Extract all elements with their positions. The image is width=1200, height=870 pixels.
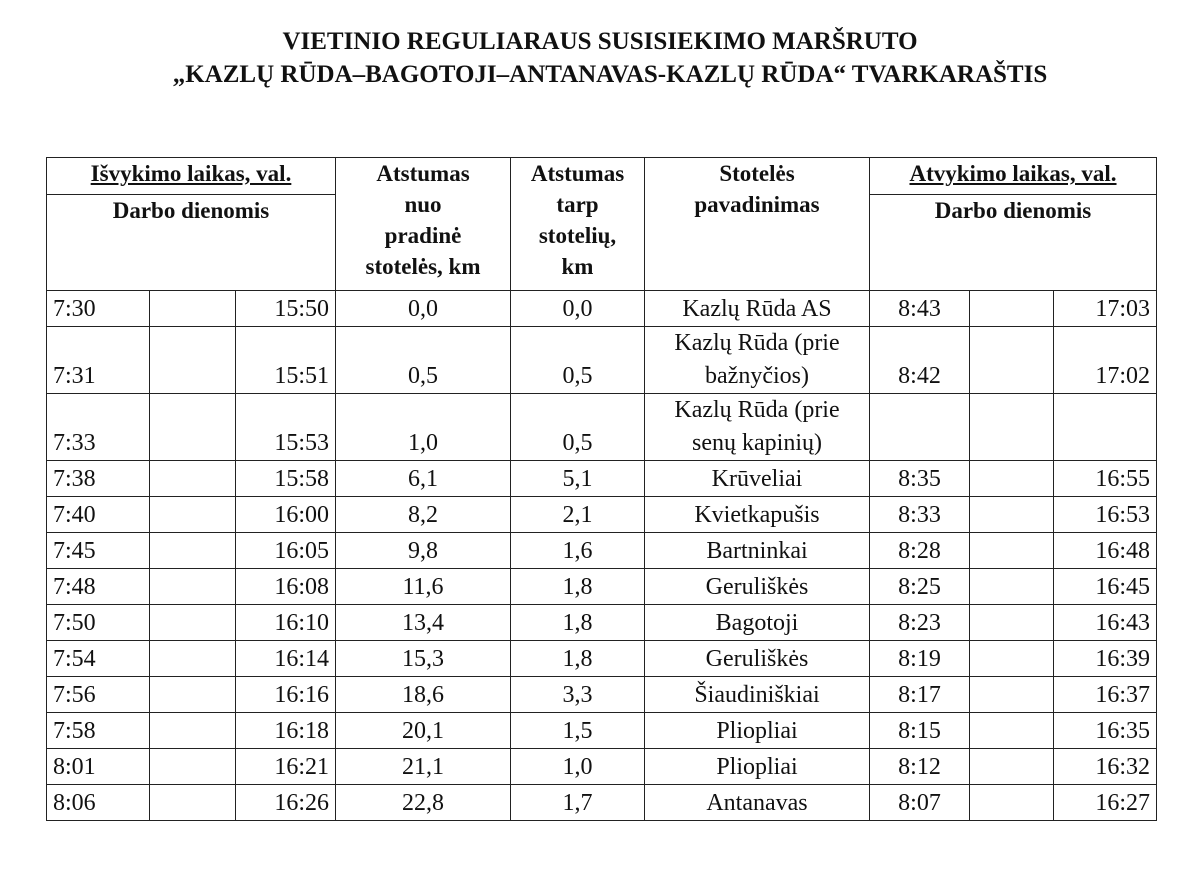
departure-time-cell: 16:16 bbox=[236, 677, 336, 713]
distance-from-start-cell: 15,3 bbox=[336, 641, 511, 677]
header-line: pradinė bbox=[384, 223, 462, 248]
distance-between-cell: 0,0 bbox=[511, 291, 645, 327]
departure-time-cell: 16:00 bbox=[236, 497, 336, 533]
departure-time-cell: 8:01 bbox=[47, 749, 150, 785]
title-line-2: „KAZLŲ RŪDA–BAGOTOJI–ANTANAVAS-KAZLŲ RŪDA“ TVARKARAŠTIS bbox=[172, 61, 1048, 88]
arrival-time-cell: 17:03 bbox=[1054, 291, 1157, 327]
stop-name-cell bbox=[645, 394, 870, 461]
departure-time-cell: 16:08 bbox=[236, 569, 336, 605]
stop-name-line: Krūveliai bbox=[711, 466, 803, 492]
arrival-time-cell: 8:25 bbox=[870, 569, 970, 605]
header-line: stotelės, km bbox=[365, 254, 481, 279]
arrival-time-cell: 16:35 bbox=[1054, 713, 1157, 749]
arrival-empty-cell bbox=[970, 605, 1054, 641]
departure-time-cell: 15:51 bbox=[236, 327, 336, 394]
arrival-time-cell: 16:39 bbox=[1054, 641, 1157, 677]
departure-time-cell: 15:50 bbox=[236, 291, 336, 327]
arrival-time-cell: 8:07 bbox=[870, 785, 970, 821]
arrival-time-cell bbox=[870, 394, 970, 461]
stop-name-cell bbox=[645, 641, 870, 677]
header-line: Stotelės bbox=[719, 161, 795, 186]
arrival-empty-cell bbox=[970, 394, 1054, 461]
arrival-empty-cell bbox=[970, 785, 1054, 821]
distance-from-start-cell: 18,6 bbox=[336, 677, 511, 713]
departure-time-cell: 7:45 bbox=[47, 533, 150, 569]
arrival-time-cell bbox=[1054, 394, 1157, 461]
departure-empty-cell bbox=[150, 641, 236, 677]
departure-time-cell: 7:48 bbox=[47, 569, 150, 605]
stop-name-line: bažnyčios) bbox=[705, 363, 809, 389]
header-line: Atstumas bbox=[376, 161, 470, 186]
arrival-empty-cell bbox=[970, 569, 1054, 605]
departure-empty-cell bbox=[150, 461, 236, 497]
departure-empty-cell bbox=[150, 291, 236, 327]
distance-between-cell: 0,5 bbox=[511, 327, 645, 394]
arrival-time-cell: 8:33 bbox=[870, 497, 970, 533]
arrival-time-cell: 16:37 bbox=[1054, 677, 1157, 713]
arrival-time-cell: 8:23 bbox=[870, 605, 970, 641]
distance-from-start-cell: 8,2 bbox=[336, 497, 511, 533]
stop-name-line: Kazlų Rūda (prie bbox=[674, 330, 840, 356]
departure-time-cell: 16:18 bbox=[236, 713, 336, 749]
departure-time-cell: 7:50 bbox=[47, 605, 150, 641]
arrival-time-cell: 8:17 bbox=[870, 677, 970, 713]
arrival-time-cell: 8:12 bbox=[870, 749, 970, 785]
table-row bbox=[47, 461, 1157, 497]
arrival-time-cell: 17:02 bbox=[1054, 327, 1157, 394]
stop-name-cell bbox=[645, 713, 870, 749]
arrival-time-cell: 8:28 bbox=[870, 533, 970, 569]
arrival-empty-cell bbox=[970, 641, 1054, 677]
distance-between-cell: 1,7 bbox=[511, 785, 645, 821]
header-line: tarp bbox=[556, 192, 599, 217]
distance-from-start-cell: 11,6 bbox=[336, 569, 511, 605]
stop-name-line: Geruliškės bbox=[705, 574, 809, 600]
table-row bbox=[47, 291, 1157, 327]
header-line: Atstumas bbox=[530, 161, 625, 186]
stop-name-cell bbox=[645, 785, 870, 821]
table-row bbox=[47, 641, 1157, 677]
distance-between-cell: 1,8 bbox=[511, 641, 645, 677]
departure-time-cell: 7:33 bbox=[47, 394, 150, 461]
stop-name-cell bbox=[645, 677, 870, 713]
timetable bbox=[46, 157, 1157, 821]
arrival-time-cell: 8:15 bbox=[870, 713, 970, 749]
distance-between-cell: 0,5 bbox=[511, 394, 645, 461]
arrival-workdays-header: Darbo dienomis bbox=[870, 195, 1157, 291]
arrival-time-cell: 8:43 bbox=[870, 291, 970, 327]
stop-name-line: Bagotoji bbox=[715, 610, 799, 636]
arrival-empty-cell bbox=[970, 749, 1054, 785]
table-row bbox=[47, 569, 1157, 605]
stop-name-cell bbox=[645, 605, 870, 641]
stop-name-line: Kazlų Rūda AS bbox=[682, 296, 832, 322]
stop-name-line: Kazlų Rūda (prie bbox=[674, 397, 840, 423]
departure-time-cell: 7:38 bbox=[47, 461, 150, 497]
arrival-time-cell: 16:45 bbox=[1054, 569, 1157, 605]
stop-name-cell bbox=[645, 461, 870, 497]
departure-time-cell: 16:26 bbox=[236, 785, 336, 821]
stop-name-header bbox=[645, 158, 870, 291]
arrival-time-cell: 16:53 bbox=[1054, 497, 1157, 533]
stop-name-line: Pliopliai bbox=[716, 754, 798, 780]
departure-time-cell: 15:53 bbox=[236, 394, 336, 461]
stop-name-cell bbox=[645, 533, 870, 569]
departure-empty-cell bbox=[150, 749, 236, 785]
table-row bbox=[47, 327, 1157, 394]
arrival-header: Atvykimo laikas, val. bbox=[870, 158, 1157, 195]
distance-from-start-header bbox=[336, 158, 511, 291]
table-row bbox=[47, 749, 1157, 785]
distance-between-cell: 3,3 bbox=[511, 677, 645, 713]
departure-time-cell: 15:58 bbox=[236, 461, 336, 497]
distance-from-start-cell: 1,0 bbox=[336, 394, 511, 461]
departure-empty-cell bbox=[150, 533, 236, 569]
stop-name-line: Antanavas bbox=[706, 790, 808, 816]
arrival-time-cell: 8:35 bbox=[870, 461, 970, 497]
arrival-empty-cell bbox=[970, 677, 1054, 713]
distance-between-cell: 5,1 bbox=[511, 461, 645, 497]
distance-from-start-cell: 6,1 bbox=[336, 461, 511, 497]
distance-from-start-cell: 21,1 bbox=[336, 749, 511, 785]
departure-empty-cell bbox=[150, 713, 236, 749]
title-line-1: VIETINIO REGULIARAUS SUSISIEKIMO MARŠRUTO bbox=[282, 28, 918, 55]
departure-empty-cell bbox=[150, 569, 236, 605]
distance-between-header bbox=[511, 158, 645, 291]
departure-time-cell: 7:58 bbox=[47, 713, 150, 749]
departure-time-cell: 16:14 bbox=[236, 641, 336, 677]
departure-header: Išvykimo laikas, val. bbox=[47, 158, 336, 195]
stop-name-line: Šiaudiniškiai bbox=[694, 682, 820, 708]
table-row bbox=[47, 533, 1157, 569]
distance-between-cell: 2,1 bbox=[511, 497, 645, 533]
arrival-time-cell: 16:48 bbox=[1054, 533, 1157, 569]
arrival-time-cell: 16:32 bbox=[1054, 749, 1157, 785]
departure-time-cell: 7:30 bbox=[47, 291, 150, 327]
departure-empty-cell bbox=[150, 497, 236, 533]
arrival-time-cell: 16:55 bbox=[1054, 461, 1157, 497]
distance-between-cell: 1,8 bbox=[511, 569, 645, 605]
stop-name-line: senų kapinių) bbox=[692, 430, 822, 456]
arrival-empty-cell bbox=[970, 461, 1054, 497]
distance-from-start-cell: 20,1 bbox=[336, 713, 511, 749]
stop-name-line: Bartninkai bbox=[706, 538, 808, 564]
table-row bbox=[47, 713, 1157, 749]
departure-time-cell: 7:40 bbox=[47, 497, 150, 533]
stop-name-line: Kvietkapušis bbox=[694, 502, 820, 528]
header-line: stotelių, bbox=[538, 223, 617, 248]
arrival-time-cell: 16:43 bbox=[1054, 605, 1157, 641]
departure-time-cell: 7:54 bbox=[47, 641, 150, 677]
stop-name-line: Pliopliai bbox=[716, 718, 798, 744]
distance-from-start-cell: 13,4 bbox=[336, 605, 511, 641]
distance-between-cell: 1,6 bbox=[511, 533, 645, 569]
arrival-empty-cell bbox=[970, 533, 1054, 569]
stop-name-cell bbox=[645, 327, 870, 394]
stop-name-cell bbox=[645, 569, 870, 605]
stop-name-cell bbox=[645, 291, 870, 327]
departure-empty-cell bbox=[150, 785, 236, 821]
table-row bbox=[47, 605, 1157, 641]
header-line: pavadinimas bbox=[694, 192, 820, 217]
departure-empty-cell bbox=[150, 394, 236, 461]
arrival-empty-cell bbox=[970, 327, 1054, 394]
distance-from-start-cell: 0,0 bbox=[336, 291, 511, 327]
distance-between-cell: 1,5 bbox=[511, 713, 645, 749]
table-row bbox=[47, 394, 1157, 461]
arrival-empty-cell bbox=[970, 291, 1054, 327]
table-row bbox=[47, 497, 1157, 533]
timetable-body bbox=[47, 291, 1157, 821]
departure-time-cell: 16:21 bbox=[236, 749, 336, 785]
arrival-time-cell: 16:27 bbox=[1054, 785, 1157, 821]
distance-between-cell: 1,0 bbox=[511, 749, 645, 785]
departure-time-cell: 7:56 bbox=[47, 677, 150, 713]
distance-from-start-cell: 0,5 bbox=[336, 327, 511, 394]
arrival-time-cell: 8:19 bbox=[870, 641, 970, 677]
departure-time-cell: 16:05 bbox=[236, 533, 336, 569]
arrival-empty-cell bbox=[970, 713, 1054, 749]
distance-from-start-cell: 9,8 bbox=[336, 533, 511, 569]
stop-name-line: Geruliškės bbox=[705, 646, 809, 672]
departure-time-cell: 8:06 bbox=[47, 785, 150, 821]
arrival-empty-cell bbox=[970, 497, 1054, 533]
departure-empty-cell bbox=[150, 677, 236, 713]
departure-empty-cell bbox=[150, 605, 236, 641]
header-line: nuo bbox=[404, 192, 442, 217]
departure-empty-cell bbox=[150, 327, 236, 394]
distance-between-cell: 1,8 bbox=[511, 605, 645, 641]
header-line: km bbox=[561, 254, 594, 279]
table-row bbox=[47, 785, 1157, 821]
stop-name-cell bbox=[645, 497, 870, 533]
table-row bbox=[47, 677, 1157, 713]
departure-workdays-header: Darbo dienomis bbox=[47, 195, 336, 291]
departure-time-cell: 7:31 bbox=[47, 327, 150, 394]
stop-name-cell bbox=[645, 749, 870, 785]
arrival-time-cell: 8:42 bbox=[870, 327, 970, 394]
distance-from-start-cell: 22,8 bbox=[336, 785, 511, 821]
departure-time-cell: 16:10 bbox=[236, 605, 336, 641]
